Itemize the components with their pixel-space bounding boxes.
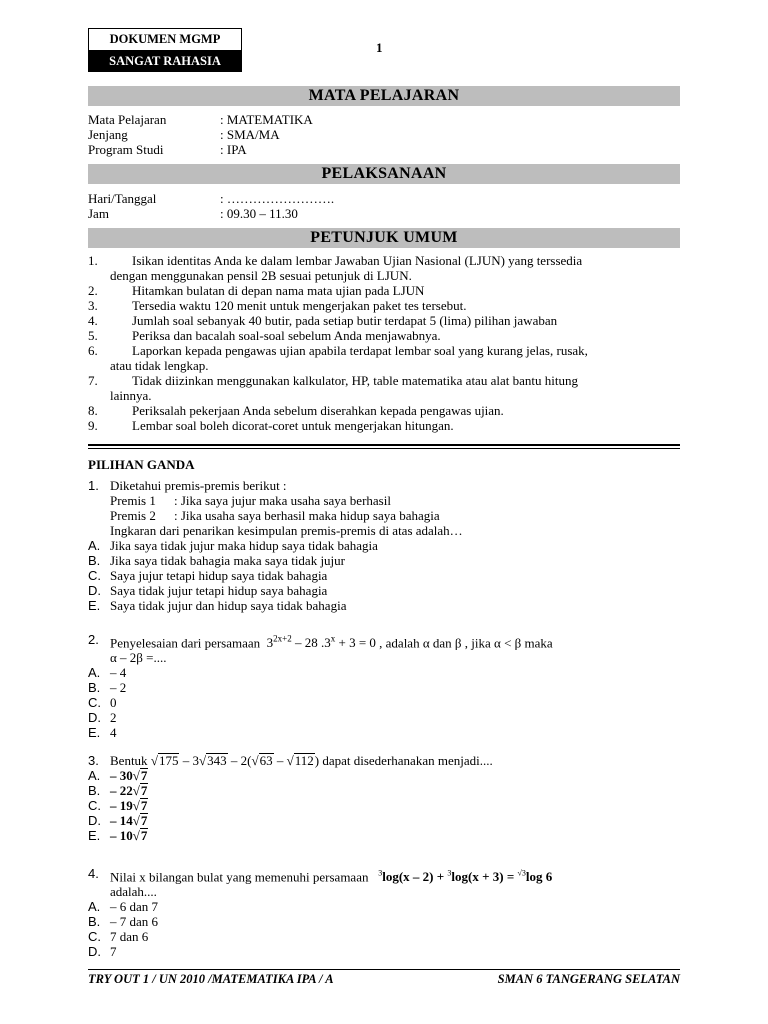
instructions-list [88,253,680,433]
option-label: A. [88,665,101,681]
option-label: A. [88,538,101,553]
option-text: – 4 [110,665,127,681]
item-number: 9. [88,418,98,433]
option-coef: – 30 [110,768,133,783]
expression: √175 – 3√343 – 2(√63 – √112) [150,753,320,768]
option-label: D. [88,710,101,726]
expr-part: – 2( [227,753,252,768]
answer-option[interactable] [88,568,680,583]
radicand: 63 [259,753,273,768]
premise-row [110,508,680,523]
item-text-cont: atau tidak lengkap. [110,358,209,373]
secret-label: SANGAT RAHASIA [89,51,241,71]
premise-label: Premis 2 [110,508,156,523]
option-label: A. [88,899,101,915]
item-number: 1. [88,253,98,268]
list-item [88,373,680,403]
item-text: Lembar soal boleh dicorat-coret untuk mengerjakan hitungan. [132,418,454,433]
item-text: Laporkan kepada pengawas ujian apabila terdapat lembar soal yang kurang jelas, rusak, [132,343,588,358]
answer-option[interactable] [88,665,680,680]
info-row [88,127,680,142]
info-key: Hari/Tanggal [88,191,157,206]
info-key: Program Studi [88,142,164,157]
subject-info [88,112,680,158]
answer-option[interactable]: B. – 22√7 [88,783,148,798]
question-post: dapat disederhanakan menjadi.... [322,753,493,768]
question-4 [88,866,680,959]
question-number: 2. [88,632,99,647]
option-label: B. [88,914,101,930]
log-term: log 6 [525,869,553,885]
eq-exponent: x [330,634,336,644]
option-radicand: 7 [140,783,148,798]
item-number: 8. [88,403,98,418]
item-text: Periksa dan bacalah soal-soal sebelum Anda menjawabnya. [132,328,441,343]
list-item [88,298,680,313]
option-label: E. [88,828,101,843]
option-label: B. [88,553,101,568]
item-number: 2. [88,283,98,298]
item-text: Jumlah soal sebanyak 40 butir, pada setiap butir terdapat 5 (lima) pilihan jawaban [132,313,558,328]
info-row [88,142,680,157]
question-number: 3. [88,753,99,768]
list-item [88,313,680,328]
option-label: A. [88,768,101,783]
answer-option[interactable] [88,598,680,613]
question-text [110,753,680,768]
answer-option[interactable]: C. – 19√7 [88,798,148,813]
item-number: 6. [88,343,98,358]
question-1 [88,478,680,613]
list-item [88,328,680,343]
item-text: Periksalah pekerjaan Anda sebelum diserahkan kepada pengawas ujian. [132,403,504,418]
option-text: Jika saya tidak bahagia maka saya tidak jujur [110,553,346,568]
info-row [88,191,680,206]
expr-part: – 3 [179,753,199,768]
answer-option[interactable] [88,695,680,710]
list-item [88,418,680,433]
option-text: 4 [110,725,117,741]
answer-option[interactable] [88,583,680,598]
list-item [88,343,680,373]
list-item [88,253,680,283]
radicand: 343 [207,753,227,768]
log-base: 3 [447,869,452,878]
info-value: : MATEMATIKA [220,112,313,127]
question-text [110,632,680,650]
premise-text: : Jika saya jujur maka usaha saya berhasil [174,493,391,508]
log-term: log(x + 3) = [451,869,515,885]
divider-thin [88,448,680,449]
answer-option[interactable] [88,680,680,695]
item-text-cont: dengan menggunakan pensil 2B sesuai petunjuk di LJUN. [110,268,412,283]
option-text: Jika saya tidak jujur maka hidup saya tidak bahagia [110,538,378,553]
item-number: 3. [88,298,98,313]
eq-end: + 3 = 0 [335,635,376,651]
info-key: Mata Pelajaran [88,112,167,127]
answer-option[interactable]: D. – 14√7 [88,813,148,828]
info-key: Jam [88,206,109,221]
option-coef: – 14 [110,813,133,828]
option-radicand: 7 [140,768,148,783]
question-pre: Nilai x bilangan bulat yang memenuhi persamaan [110,869,369,885]
option-text: 2 [110,710,117,726]
section-header-petunjuk-umum: PETUNJUK UMUM [88,228,680,248]
option-label: C. [88,695,101,711]
footer-divider [88,969,680,970]
radicand: 175 [158,753,179,768]
log-base: √3 [517,869,526,878]
answer-option[interactable]: A. – 30√7 [88,768,148,783]
item-number: 7. [88,373,98,388]
eq-mid: – 28 .3 [291,635,331,651]
section-title-pilihan-ganda: PILIHAN GANDA [88,457,195,472]
expr-part: ) [314,753,320,768]
equation [378,869,552,884]
option-label: E. [88,598,101,613]
question-intro: Diketahui premis-premis berikut : [110,478,287,493]
expr-part: – [273,753,287,768]
question-post: , adalah α dan β , jika α < β maka [379,635,553,651]
divider-thick [88,444,680,446]
option-label: C. [88,798,101,813]
section-header-pelaksanaan: PELAKSANAAN [88,164,680,184]
option-text: – 6 dan 7 [110,899,159,915]
option-label: B. [88,783,101,798]
answer-option[interactable] [88,929,680,944]
radicand: 112 [294,753,314,768]
answer-option[interactable] [88,710,680,725]
footer-left-text: TRY OUT 1 / UN 2010 /MATEMATIKA IPA / A [88,972,334,986]
question-text: Ingkaran dari penarikan kesimpulan premis-premis di atas adalah… [110,523,463,538]
option-coef: – 22 [110,783,133,798]
item-text: Tersedia waktu 120 menit untuk mengerjakan paket tes tersebut. [132,298,467,313]
question-pre: Bentuk [110,753,148,768]
premise-row [110,493,680,508]
premise-label: Premis 1 [110,493,156,508]
answer-option[interactable] [88,725,680,740]
document-label: DOKUMEN MGMP [89,29,241,51]
info-value: : 09.30 – 11.30 [220,206,298,221]
info-row [88,206,680,221]
option-label: C. [88,568,101,583]
option-text: Saya tidak jujur tetapi hidup saya bahagia [110,583,328,598]
option-radicand: 7 [140,813,148,828]
answer-option[interactable] [88,914,680,929]
option-text: 7 dan 6 [110,929,149,945]
eq-base: 3 [266,635,274,651]
document-label-box [88,28,242,72]
item-text-cont: lainnya. [110,388,152,403]
option-text: 0 [110,695,117,711]
option-text: Saya tidak jujur dan hidup saya tidak bahagia [110,598,347,613]
item-text: Isikan identitas Anda ke dalam lembar Jawaban Ujian Nasional (LJUN) yang terssedia [132,253,583,268]
info-value: : IPA [220,142,247,157]
question-line2: α – 2β =.... [110,650,167,666]
option-coef: – 19 [110,798,133,813]
question-pre: Penyelesaian dari persamaan [110,635,261,651]
list-item [88,283,680,298]
question-number: 1. [88,478,99,493]
question-3 [88,753,680,843]
answer-option[interactable] [88,553,680,568]
info-value: : SMA/MA [220,127,280,142]
premise-text: : Jika usaha saya berhasil maka hidup saya bahagia [174,508,440,523]
section-header-mata-pelajaran: MATA PELAJARAN [88,86,680,106]
question-number: 4. [88,866,99,881]
answer-option[interactable] [88,538,680,553]
option-text: – 7 dan 6 [110,914,159,930]
item-number: 4. [88,313,98,328]
answer-option[interactable]: E. – 10√7 [88,828,148,843]
question-2 [88,632,680,740]
equation [267,635,376,650]
answer-option[interactable] [88,944,680,959]
log-term: log(x – 2) + [382,869,445,885]
list-item [88,403,680,418]
option-label: C. [88,929,101,945]
option-radicand: 7 [140,828,148,843]
option-text: – 2 [110,680,127,696]
info-key: Jenjang [88,127,128,142]
option-text: Saya jujur tetapi hidup saya tidak bahagia [110,568,328,583]
option-coef: – 10 [110,828,133,843]
option-label: E. [88,725,101,741]
eq-exponent: 2x+2 [273,634,292,644]
info-row [88,112,680,127]
question-line2: adalah.... [110,884,157,900]
option-label: B. [88,680,101,696]
exec-info [88,191,680,221]
item-number: 5. [88,328,98,343]
footer-right-text: SMAN 6 TANGERANG SELATAN [497,972,680,986]
option-label: D. [88,813,101,828]
option-label: D. [88,944,101,960]
item-text: Tidak diizinkan menggunakan kalkulator, HP, table matematika atau alat bantu hitung [132,373,578,388]
question-text [110,866,680,884]
page-number: 1 [376,40,383,55]
info-value: : ……………………. [220,191,335,206]
log-base: 3 [378,869,383,878]
option-label: D. [88,583,101,598]
answer-option[interactable] [88,899,680,914]
item-text: Hitamkan bulatan di depan nama mata ujian pada LJUN [132,283,425,298]
option-radicand: 7 [140,798,148,813]
option-text: 7 [110,944,117,960]
